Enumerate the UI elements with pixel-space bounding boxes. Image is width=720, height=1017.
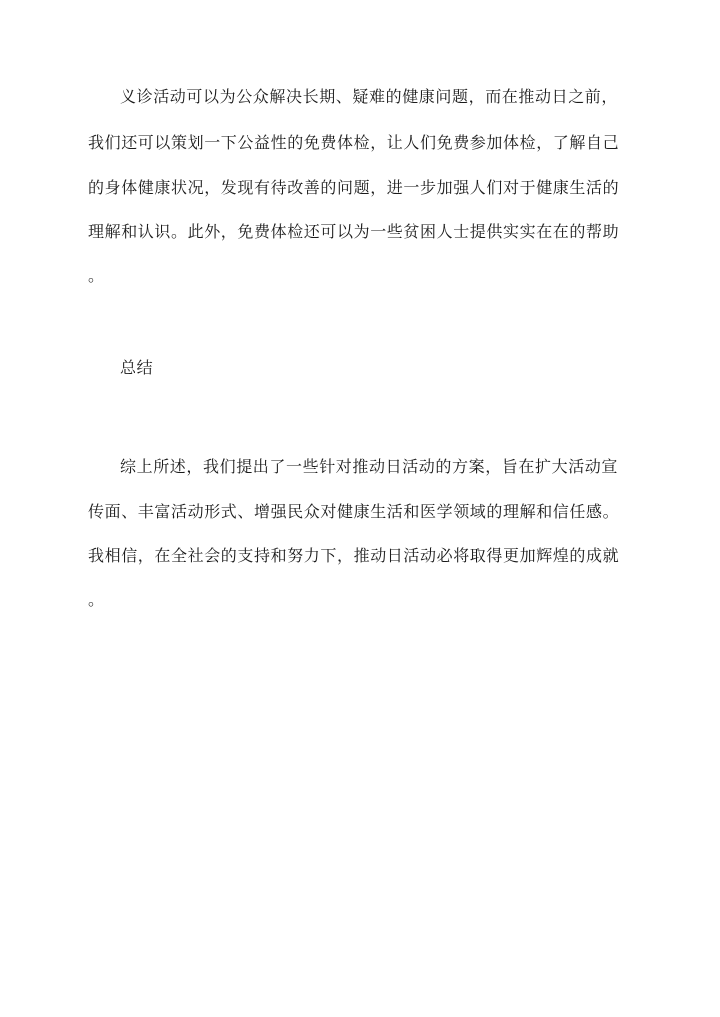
paragraph-2-line-4: 。: [88, 590, 105, 609]
paragraph-1-line-1: 义诊活动可以为公众解决长期、疑难的健康问题，而在推动日之前，: [120, 87, 619, 106]
paragraph-2-line-1: 综上所述，我们提出了一些针对推动日活动的方案，旨在扩大活动宣: [120, 457, 619, 476]
paragraph-1-line-3: 的身体健康状况，发现有待改善的问题，进一步加强人们对于健康生活的: [88, 178, 620, 197]
paragraph-1-line-2: 我们还可以策划一下公益性的免费体检，让人们免费参加体检，了解自己: [88, 133, 620, 152]
paragraph-1-line-4: 理解和认识。此外，免费体检还可以为一些贫困人士提供实实在在的帮助: [88, 222, 620, 241]
paragraph-2-line-3: 我相信，在全社会的支持和努力下，推动日活动必将取得更加辉煌的成就: [88, 546, 620, 565]
paragraph-2-line-2: 传面、丰富活动形式、增强民众对健康生活和医学领域的理解和信任感。: [88, 502, 620, 521]
section-heading-summary: 总结: [120, 358, 154, 377]
paragraph-1-line-5: 。: [88, 266, 105, 285]
